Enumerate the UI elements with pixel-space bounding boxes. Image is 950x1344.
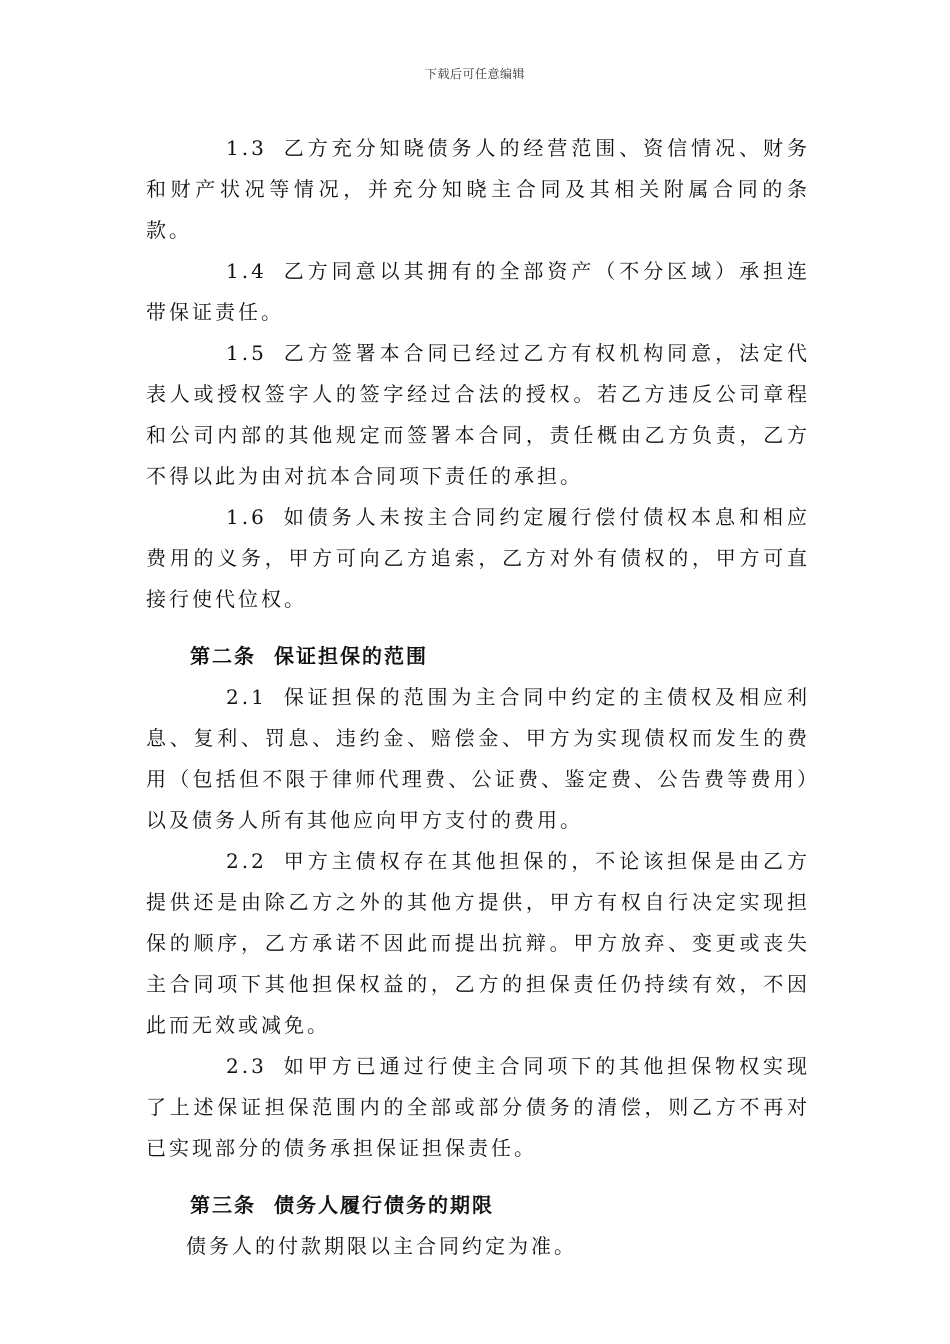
article-title: 债务人履行债务的期限 — [274, 1193, 494, 1217]
article-3-heading — [146, 1185, 810, 1226]
clause-2-1 — [146, 677, 810, 841]
clause-1-3 — [146, 128, 810, 251]
clause-text: 乙方同意以其拥有的全部资产（不分区域）承担连带保证责任。 — [146, 259, 810, 324]
clause-1-5 — [146, 333, 810, 497]
clause-number: 1.3 — [226, 136, 267, 160]
clause-text: 如甲方已通过行使主合同项下的其他担保物权实现了上述保证担保范围内的全部或部分债务的清偿，则乙方不再对已实现部分的债务承担保证担保责任。 — [146, 1054, 810, 1160]
clause-number: 2.2 — [226, 849, 267, 873]
clause-number: 1.6 — [226, 505, 267, 529]
clause-text: 乙方充分知晓债务人的经营范围、资信情况、财务和财产状况等情况，并充分知晓主合同及其相关附属合同的条款。 — [146, 136, 810, 242]
clause-1-4 — [146, 251, 810, 333]
clause-2-3 — [146, 1046, 810, 1169]
clause-text: 如债务人未按主合同约定履行偿付债权本息和相应费用的义务，甲方可向乙方追索，乙方对外有债权的，甲方可直接行使代位权。 — [146, 505, 810, 611]
clause-2-2 — [146, 841, 810, 1046]
article-title: 保证担保的范围 — [274, 644, 428, 668]
clause-text: 乙方签署本合同已经过乙方有权机构同意，法定代表人或授权签字人的签字经过合法的授权。若乙方违反公司章程和公司内部的其他规定而签署本合同，责任概由乙方负责，乙方不得以此为由对抗本合同项下责任的承担。 — [146, 341, 810, 488]
clause-text: 甲方主债权存在其他担保的，不论该担保是由乙方提供还是由除乙方之外的其他方提供，甲方有权自行决定实现担保的顺序，乙方承诺不因此而提出抗辩。甲方放弃、变更或丧失主合同项下其他担保权益的，乙方的担保责任仍持续有效，不因此而无效或减免。 — [146, 849, 810, 1037]
clause-3-text: 债务人的付款期限以主合同约定为准。 — [186, 1234, 577, 1258]
clause-number: 2.1 — [226, 685, 267, 709]
article-label: 第三条 — [190, 1193, 256, 1217]
article-2-heading — [146, 636, 810, 677]
article-label: 第二条 — [190, 644, 256, 668]
clause-number: 1.5 — [226, 341, 267, 365]
clause-number: 1.4 — [226, 259, 267, 283]
clause-1-6 — [146, 497, 810, 620]
clause-text: 保证担保的范围为主合同中约定的主债权及相应利息、复利、罚息、违约金、赔偿金、甲方为实现债权而发生的费用（包括但不限于律师代理费、公证费、鉴定费、公告费等费用）以及债务人所有其他应向甲方支付的费用。 — [146, 685, 810, 832]
page-header: 下载后可任意编辑 — [424, 67, 525, 81]
document-body — [146, 128, 810, 1267]
clause-number: 2.3 — [226, 1054, 267, 1078]
